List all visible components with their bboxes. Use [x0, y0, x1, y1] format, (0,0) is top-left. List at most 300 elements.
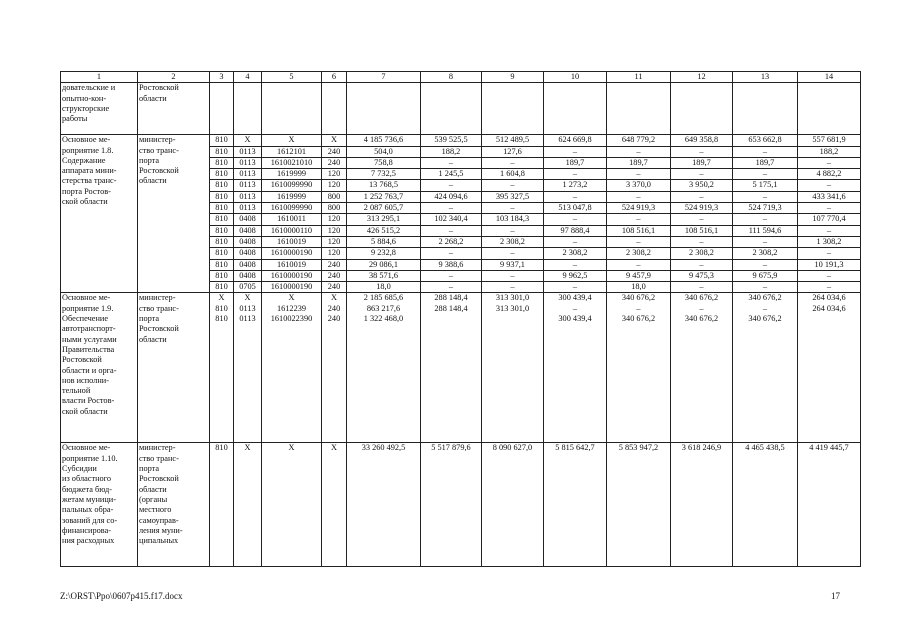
column-number: 1 — [61, 72, 138, 83]
text-line: области — [139, 93, 167, 103]
text-line: автотранспорт- — [62, 324, 116, 334]
text-line: Ростовской — [139, 166, 179, 176]
data-cell: 7 732,5 — [347, 169, 421, 180]
column-number: 14 — [798, 72, 861, 83]
page-number: 17 — [831, 591, 840, 601]
data-cell: – — [798, 248, 861, 259]
column-number: 9 — [482, 72, 544, 83]
data-cell: 0408 — [234, 248, 262, 259]
text-line: министер- — [139, 293, 176, 303]
data-cell: – — [607, 169, 671, 180]
data-cell: 3 370,0 — [607, 180, 671, 191]
data-cell: 8 090 627,0 — [482, 443, 544, 567]
value-line: 340 676,2 — [748, 314, 782, 324]
data-cell: 9 457,9 — [607, 270, 671, 281]
text-line: области — [139, 176, 167, 186]
data-cell: 2 308,2 — [733, 248, 798, 259]
data-cell — [347, 293, 421, 443]
data-cell: 5 853 947,2 — [607, 443, 671, 567]
text-line: роприятие 1.10. — [62, 453, 118, 463]
data-cell: 557 681,9 — [798, 135, 861, 146]
data-cell: – — [671, 214, 733, 225]
text-line: Ростовской — [139, 474, 179, 484]
data-cell: 9 475,3 — [671, 270, 733, 281]
text-line: ления муни- — [139, 525, 183, 535]
data-cell: 1619999 — [262, 191, 322, 202]
data-cell: 120 — [322, 169, 347, 180]
data-cell: – — [733, 282, 798, 293]
data-cell: 111 594,6 — [733, 225, 798, 236]
data-cell: 1610019 — [262, 259, 322, 270]
data-cell: X — [234, 135, 262, 146]
value-line: 288 148,4 — [434, 303, 468, 313]
data-cell: 653 662,8 — [733, 135, 798, 146]
data-cell: – — [482, 225, 544, 236]
data-cell: 395 327,5 — [482, 191, 544, 202]
data-cell: – — [798, 270, 861, 281]
column-number: 4 — [234, 72, 262, 83]
empty-cell — [421, 83, 482, 135]
data-cell: 120 — [322, 236, 347, 247]
data-cell: 9 232,8 — [347, 248, 421, 259]
text-line: ния расходных — [62, 536, 115, 546]
data-cell: 2 308,2 — [671, 248, 733, 259]
value-line: 240 — [327, 314, 341, 324]
text-line: Ростовской — [139, 83, 179, 93]
data-cell — [262, 293, 322, 443]
data-cell: 97 888,4 — [544, 225, 607, 236]
value-line — [483, 314, 542, 324]
value-line: 313 301,0 — [495, 293, 530, 303]
text-line: бюджета бюд- — [62, 484, 112, 494]
data-cell: 18,0 — [347, 282, 421, 293]
data-cell: – — [733, 214, 798, 225]
data-cell: – — [544, 259, 607, 270]
data-cell: 0705 — [234, 282, 262, 293]
data-cell: – — [671, 191, 733, 202]
data-cell: 108 516,1 — [607, 225, 671, 236]
text-line: области и орга- — [62, 365, 117, 375]
empty-cell — [210, 83, 234, 135]
data-cell: 0113 — [234, 146, 262, 157]
data-cell: 0408 — [234, 259, 262, 270]
data-cell: 810 — [210, 135, 234, 146]
data-cell: – — [733, 259, 798, 270]
data-cell: 810 — [210, 214, 234, 225]
data-cell: 1610011 — [262, 214, 322, 225]
column-number: 6 — [322, 72, 347, 83]
data-cell — [322, 293, 347, 443]
data-cell: – — [421, 225, 482, 236]
data-cell: 1610021010 — [262, 157, 322, 168]
empty-cell — [607, 83, 671, 135]
value-line: – — [572, 303, 578, 313]
data-cell: 240 — [322, 282, 347, 293]
data-cell: – — [607, 259, 671, 270]
data-cell — [544, 293, 607, 443]
data-cell — [607, 293, 671, 443]
measure-cell — [61, 83, 138, 135]
data-cell: 810 — [210, 270, 234, 281]
text-line: работы — [62, 114, 88, 124]
text-line: Основное ме- — [62, 293, 111, 303]
empty-cell — [733, 83, 798, 135]
column-number: 3 — [210, 72, 234, 83]
data-cell: 424 094,6 — [421, 191, 482, 202]
text-line: ство транс- — [139, 453, 179, 463]
value-line: 300 439,4 — [558, 293, 592, 303]
measure-cell — [61, 443, 138, 567]
value-line: – — [762, 303, 768, 313]
data-cell: 102 340,4 — [421, 214, 482, 225]
data-cell: 240 — [322, 259, 347, 270]
data-cell: – — [607, 214, 671, 225]
data-cell: – — [798, 225, 861, 236]
data-cell: 0408 — [234, 236, 262, 247]
data-cell: 240 — [322, 270, 347, 281]
column-number: 5 — [262, 72, 322, 83]
data-cell: 433 341,6 — [798, 191, 861, 202]
data-cell: 810 — [210, 248, 234, 259]
value-line: – — [636, 303, 641, 313]
text-line: роприятие 1.8. — [62, 145, 114, 155]
data-cell: 0408 — [234, 270, 262, 281]
data-cell: – — [544, 146, 607, 157]
data-cell: 1 252 763,7 — [347, 191, 421, 202]
data-cell: 3 618 246,9 — [671, 443, 733, 567]
executor-cell — [138, 443, 210, 567]
empty-cell — [322, 83, 347, 135]
text-line: нов исполни- — [62, 375, 109, 385]
data-cell: 758,8 — [347, 157, 421, 168]
data-cell: 5 815 642,7 — [544, 443, 607, 567]
data-cell — [671, 293, 733, 443]
data-cell: 810 — [210, 225, 234, 236]
value-line: 340 676,2 — [621, 314, 656, 324]
data-cell: 624 669,8 — [544, 135, 607, 146]
data-cell: 1 273,2 — [544, 180, 607, 191]
text-line: пальных обра- — [62, 505, 114, 515]
column-number: 11 — [607, 72, 671, 83]
data-cell: 4 465 438,5 — [733, 443, 798, 567]
empty-cell — [262, 83, 322, 135]
data-cell: 524 919,3 — [671, 203, 733, 214]
data-cell: 33 260 492,5 — [347, 443, 421, 567]
text-line: ской области — [62, 406, 108, 416]
value-line — [422, 314, 480, 324]
data-cell: – — [544, 191, 607, 202]
value-line: 1 322 468,0 — [363, 314, 404, 324]
text-line: местного — [139, 505, 172, 515]
data-cell: 2 268,2 — [421, 236, 482, 247]
text-line: министер- — [139, 135, 176, 145]
text-line: тельной — [62, 386, 91, 396]
text-line: зований для со- — [62, 515, 118, 525]
data-cell: – — [544, 169, 607, 180]
data-cell: 0113 — [234, 157, 262, 168]
text-line: Основное ме- — [62, 135, 111, 145]
data-cell: 0408 — [234, 225, 262, 236]
data-cell: 649 358,8 — [671, 135, 733, 146]
data-cell: 120 — [322, 214, 347, 225]
data-cell: – — [607, 236, 671, 247]
budget-table — [60, 71, 861, 567]
value-line: 288 148,4 — [434, 293, 468, 303]
text-line: Правительства — [62, 344, 115, 354]
empty-cell — [234, 83, 262, 135]
data-cell: 4 419 445,7 — [798, 443, 861, 567]
data-cell: 810 — [210, 203, 234, 214]
data-cell: 2 308,2 — [482, 236, 544, 247]
data-cell: – — [421, 203, 482, 214]
empty-cell — [671, 83, 733, 135]
column-number: 8 — [421, 72, 482, 83]
data-cell: 524 919,3 — [607, 203, 671, 214]
empty-cell — [482, 83, 544, 135]
measure-cell — [61, 135, 138, 293]
data-cell: – — [421, 282, 482, 293]
value-line: 240 — [327, 303, 341, 313]
data-cell: 539 525,5 — [421, 135, 482, 146]
text-line: довательские и — [62, 83, 116, 93]
text-line: (органы — [139, 494, 168, 504]
value-line: X — [244, 293, 251, 303]
file-path: Z:\ORST\Ppo\0607p415.f17.docx — [60, 591, 183, 601]
data-cell: 1 604,8 — [482, 169, 544, 180]
data-cell: 1610019 — [262, 236, 322, 247]
data-cell: – — [544, 236, 607, 247]
data-cell: – — [482, 180, 544, 191]
text-line: Содержание — [62, 155, 106, 165]
data-cell: – — [482, 270, 544, 281]
column-number: 10 — [544, 72, 607, 83]
data-cell: 9 962,5 — [544, 270, 607, 281]
value-line: 0113 — [239, 314, 256, 324]
data-cell: 10 191,3 — [798, 259, 861, 270]
value-line: 340 676,2 — [684, 293, 719, 303]
data-cell: 189,7 — [733, 157, 798, 168]
data-cell: X — [234, 443, 262, 567]
data-cell: 1610000190 — [262, 282, 322, 293]
data-cell: 0113 — [234, 169, 262, 180]
data-cell: 9 675,9 — [733, 270, 798, 281]
data-cell: 4 185 736,6 — [347, 135, 421, 146]
data-cell: 0113 — [234, 203, 262, 214]
data-cell: 800 — [322, 191, 347, 202]
data-cell: – — [421, 157, 482, 168]
value-line: – — [699, 303, 704, 313]
value-line: X — [288, 293, 295, 303]
data-cell: – — [482, 203, 544, 214]
text-line: порта Ростов- — [62, 186, 111, 196]
text-line: порта — [139, 155, 160, 165]
data-cell: – — [798, 180, 861, 191]
empty-cell — [347, 83, 421, 135]
value-line: 340 676,2 — [748, 293, 782, 303]
data-cell: – — [798, 157, 861, 168]
data-cell: 1 245,5 — [421, 169, 482, 180]
data-cell: X — [262, 135, 322, 146]
data-cell: 5 517 879,6 — [421, 443, 482, 567]
data-cell: – — [671, 146, 733, 157]
text-line: опытно-кон- — [62, 93, 107, 103]
data-cell: 5 884,6 — [347, 236, 421, 247]
data-cell: 0408 — [234, 214, 262, 225]
value-line: 264 034,6 — [812, 293, 846, 303]
data-cell: 513 047,8 — [544, 203, 607, 214]
data-cell: 0113 — [234, 191, 262, 202]
text-line: стерства транс- — [62, 176, 117, 186]
header-row — [61, 72, 861, 83]
data-cell: – — [421, 180, 482, 191]
measure-cell — [61, 293, 138, 443]
value-line: 863 217,6 — [366, 303, 401, 313]
data-cell: 810 — [210, 157, 234, 168]
data-cell: 810 — [210, 180, 234, 191]
text-line: самоуправ- — [139, 515, 179, 525]
data-cell: – — [733, 146, 798, 157]
executor-cell — [138, 83, 210, 135]
data-cell — [234, 293, 262, 443]
text-line: ство транс- — [139, 145, 179, 155]
data-cell: 9 937,1 — [482, 259, 544, 270]
data-cell: 1610099990 — [262, 203, 322, 214]
data-cell: 2 308,2 — [544, 248, 607, 259]
data-cell — [210, 293, 234, 443]
data-cell — [421, 293, 482, 443]
text-line: ство транс- — [139, 303, 179, 313]
data-cell: – — [671, 236, 733, 247]
data-cell: – — [671, 169, 733, 180]
text-line: порта — [139, 314, 160, 324]
data-cell: 524 719,3 — [733, 203, 798, 214]
value-line: 313 301,0 — [495, 303, 530, 313]
data-cell: – — [544, 214, 607, 225]
data-cell: 108 516,1 — [671, 225, 733, 236]
value-line — [799, 314, 859, 324]
data-cell: X — [322, 443, 347, 567]
text-line: Основное ме- — [62, 443, 111, 453]
text-line: власти Ростов- — [62, 396, 115, 406]
empty-cell — [798, 83, 861, 135]
data-cell: 810 — [210, 443, 234, 567]
text-line: ными услугами — [62, 334, 117, 344]
empty-cell — [544, 83, 607, 135]
data-cell: 9 388,6 — [421, 259, 482, 270]
data-cell: 810 — [210, 282, 234, 293]
data-cell: – — [671, 259, 733, 270]
data-cell: 13 768,5 — [347, 180, 421, 191]
table-row — [61, 135, 861, 146]
data-cell: 240 — [322, 157, 347, 168]
text-line: жетам муници- — [62, 494, 116, 504]
text-line: финансирова- — [62, 525, 112, 535]
data-cell: X — [322, 135, 347, 146]
table-row — [61, 443, 861, 567]
data-cell: – — [733, 191, 798, 202]
data-cell — [482, 293, 544, 443]
data-cell: 189,7 — [544, 157, 607, 168]
value-line: 1610022390 — [270, 314, 313, 324]
data-cell: 2 087 605,7 — [347, 203, 421, 214]
column-number: 7 — [347, 72, 421, 83]
data-cell: – — [671, 282, 733, 293]
data-cell: – — [607, 146, 671, 157]
data-cell: 1610099990 — [262, 180, 322, 191]
text-line: из областного — [62, 474, 112, 484]
text-line: области — [139, 484, 167, 494]
column-number: 12 — [671, 72, 733, 83]
data-cell: – — [421, 248, 482, 259]
data-cell: 0113 — [234, 180, 262, 191]
data-cell: – — [482, 157, 544, 168]
data-cell: 120 — [322, 225, 347, 236]
value-line: 340 676,2 — [621, 293, 656, 303]
table-body — [61, 72, 861, 567]
data-cell: 1619999 — [262, 169, 322, 180]
data-cell: 189,7 — [671, 157, 733, 168]
data-cell: 1 308,2 — [798, 236, 861, 247]
data-cell: 188,2 — [421, 146, 482, 157]
data-cell: – — [733, 236, 798, 247]
text-line: Ростовской — [139, 324, 179, 334]
executor-cell — [138, 135, 210, 293]
data-cell: 1610000190 — [262, 270, 322, 281]
data-cell: 29 086,1 — [347, 259, 421, 270]
data-cell: – — [482, 282, 544, 293]
data-cell: 800 — [322, 203, 347, 214]
table-row — [61, 293, 861, 443]
text-line: ципальных — [139, 536, 179, 546]
data-cell: – — [798, 203, 861, 214]
text-line: ской области — [62, 197, 108, 207]
data-cell: 240 — [322, 146, 347, 157]
executor-cell — [138, 293, 210, 443]
column-number: 2 — [138, 72, 210, 83]
text-line: министер- — [139, 443, 176, 453]
value-line: 300 439,4 — [558, 314, 592, 324]
data-cell: 810 — [210, 191, 234, 202]
data-cell: – — [421, 270, 482, 281]
text-line: структорские — [62, 103, 110, 113]
data-cell: 3 950,2 — [671, 180, 733, 191]
value-line: 810 — [215, 303, 228, 313]
data-cell: 810 — [210, 169, 234, 180]
data-cell: 426 515,2 — [347, 225, 421, 236]
data-cell: 810 — [210, 146, 234, 157]
data-cell: 810 — [210, 259, 234, 270]
data-cell: 2 308,2 — [607, 248, 671, 259]
data-cell: 1612101 — [262, 146, 322, 157]
data-cell: 512 489,5 — [482, 135, 544, 146]
data-cell — [733, 293, 798, 443]
data-cell: 504,0 — [347, 146, 421, 157]
data-cell — [798, 293, 861, 443]
data-cell: X — [262, 443, 322, 567]
data-cell: 18,0 — [607, 282, 671, 293]
data-cell: – — [482, 248, 544, 259]
data-cell: 1610000110 — [262, 225, 322, 236]
value-line: 0113 — [239, 303, 256, 313]
text-line: Ростовской — [62, 355, 102, 365]
value-line: 264 034,6 — [812, 303, 846, 313]
text-line: порта — [139, 464, 160, 474]
data-cell: 4 882,2 — [798, 169, 861, 180]
data-cell: 120 — [322, 180, 347, 191]
value-line: 340 676,2 — [684, 314, 719, 324]
table-row — [61, 83, 861, 135]
data-cell: – — [733, 169, 798, 180]
